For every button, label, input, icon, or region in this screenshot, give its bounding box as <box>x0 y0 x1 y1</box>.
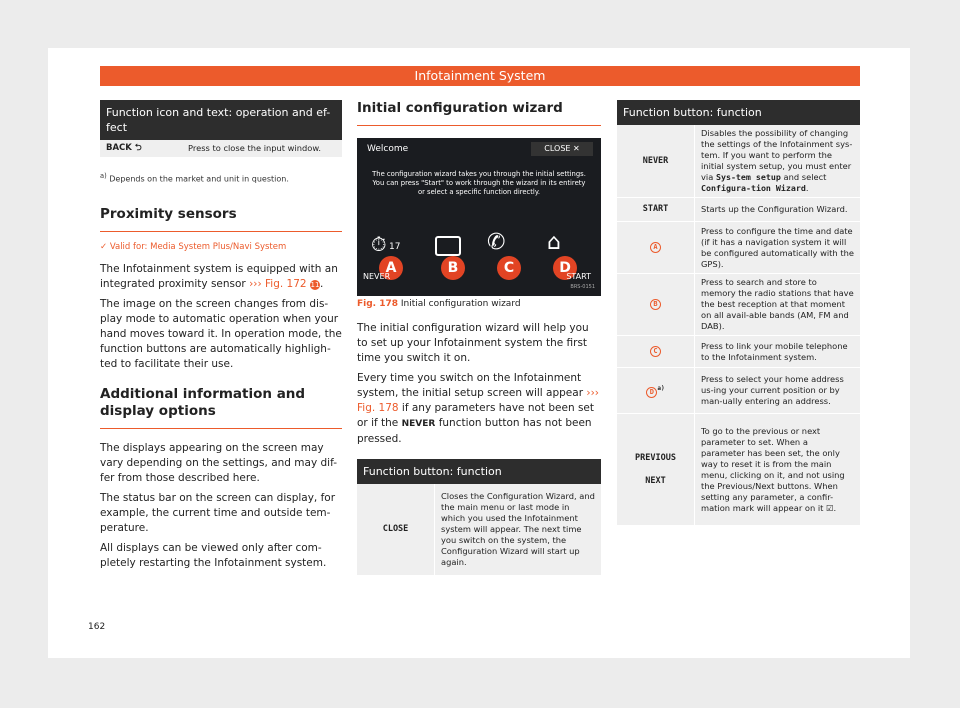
paragraph: The displays appearing on the screen may vary depending on the settings, and may dif-fer from those described here. <box>100 441 337 484</box>
table-key: CLOSE <box>357 484 435 576</box>
proximity-heading: Proximity sensors <box>100 206 342 232</box>
welcome-label: Welcome <box>367 144 409 154</box>
table-key: C <box>617 336 695 368</box>
function-table <box>617 125 860 526</box>
table-desc: Press to link your mobile telephone to the Infotainment system. <box>695 336 861 368</box>
column-middle <box>357 100 601 576</box>
phone-icon[interactable]: ✆ <box>487 230 506 255</box>
paragraph: All displays can be viewed only after com-pletely restarting the Infotainment system. <box>100 541 327 569</box>
table-desc: Press to configure the time and date (if it has a navigation system it will be configured automatically with the GPS). <box>695 222 861 274</box>
table-row <box>617 336 860 368</box>
radio-icon[interactable] <box>435 236 461 256</box>
figure-caption: Fig. 178 Initial configuration wizard <box>357 299 521 309</box>
additional-info-heading: Additional information and display options <box>100 386 342 429</box>
wizard-text: The configuration wizard takes you through the initial settings. You can press "Start" to work through the wizard in its entirety or select a specific function directly. <box>372 170 586 196</box>
table-key: D $^{a)}$ <box>617 368 695 414</box>
table-desc: Press to close the input window. <box>182 140 342 158</box>
table-desc: Press to select your home address us-ing your current position or by man-ually entering an address. <box>695 368 861 414</box>
validity-note: ✓ Valid for: Media System Plus/Navi System <box>100 241 287 252</box>
callout-number: 11 <box>310 280 320 289</box>
close-button[interactable]: CLOSE ✕ <box>531 142 593 156</box>
figure-code: BRS-0151 <box>570 284 595 290</box>
callout-a: A <box>379 256 403 280</box>
table-row <box>357 484 601 576</box>
table-row <box>617 414 860 526</box>
table-desc: To go to the previous or next parameter to set. When a parameter has been set, the only way to reset it is from the main menu, clicking on it, and not using the Previous/Next buttons. When setting any parameter, a confir-mation mark will appear on it ☑. <box>695 414 861 526</box>
paragraph: The initial configuration wizard will help you to set up your Infotainment system the first time you switch it on. <box>357 322 589 364</box>
table-row <box>100 140 342 158</box>
wizard-figure <box>357 138 601 296</box>
table-desc: Closes the Configuration Wizard, and the main menu or last mode in which you used the Infotainment system will appear. The next time you switch on the system, the Configuration Wizard will start up again. <box>435 484 602 576</box>
table-key: NEVER <box>617 125 695 198</box>
table-desc: Press to search and store to memory the radio stations that have the best reception at that moment on all avail-able bands (AM, FM and DAB). <box>695 274 861 336</box>
paragraph: The image on the screen changes from dis-play mode to automatic operation when your hand moves toward it. In operation mode, the function buttons are automatically highligh-ted to facilitate their use. <box>100 297 342 370</box>
column-right <box>617 100 860 526</box>
table-key: B <box>617 274 695 336</box>
table-key: START <box>617 198 695 222</box>
paragraph: Every time you switch on the Infotainment system, the initial setup screen will appear ››› Fig. 178 if any parameters have not been set or if the NEVER function button has not been pressed. <box>357 372 599 445</box>
callout-b: B <box>441 256 465 280</box>
table-desc: Starts up the Configuration Wizard. <box>695 198 861 222</box>
checkbox-icon: ☑ <box>826 502 834 513</box>
wizard-heading: Initial configuration wizard <box>357 100 601 126</box>
table-row <box>617 125 860 198</box>
paragraph: The Infotainment system is equipped with an integrated proximity sensor ››› Fig. 172 11. <box>100 262 338 290</box>
page-number: 162 <box>88 622 106 632</box>
table-row <box>617 274 860 336</box>
table-desc: Disables the possibility of changing the settings of the Infotainment sys-tem. If you want to perform the initial system setup, you must enter via Sys-tem setup and select Configura-tion Wizard. <box>695 125 861 198</box>
footnote: $^{a)}$ Depends on the market and unit in question. <box>100 172 289 184</box>
table-row <box>617 368 860 414</box>
home-icon[interactable]: ⌂ <box>547 230 561 255</box>
table-key: BACK ⮌ <box>100 140 182 158</box>
table-title: Function button: function <box>357 459 601 484</box>
callout-c: C <box>497 256 521 280</box>
checkmark-icon: ✓ <box>100 241 108 252</box>
figure-link[interactable]: ››› Fig. 178 <box>357 387 599 414</box>
table-row <box>617 222 860 274</box>
start-button[interactable]: START <box>566 272 591 281</box>
function-table <box>357 484 601 576</box>
table-key: A <box>617 222 695 274</box>
column-left <box>100 100 342 576</box>
back-arrow-icon: ⮌ <box>134 143 142 153</box>
paragraph: The status bar on the screen can display, for example, the current time and outside tem-perature. <box>100 491 336 534</box>
section-header: Infotainment System <box>100 66 860 86</box>
calendar-day: 17 <box>389 242 401 252</box>
callout-d: D <box>553 256 577 280</box>
function-table <box>100 140 342 158</box>
close-icon: ✕ <box>573 144 580 153</box>
table-row <box>617 198 860 222</box>
clock-calendar-icon[interactable]: ⏱ <box>371 232 387 256</box>
table-title: Function button: function <box>617 100 860 125</box>
figure-link[interactable]: ››› Fig. 172 <box>249 277 307 290</box>
never-button[interactable]: NEVER <box>363 272 391 281</box>
table-title: Function icon and text: operation and ef-fect <box>100 100 342 140</box>
table-key: PREVIOUS NEXT <box>617 414 695 526</box>
